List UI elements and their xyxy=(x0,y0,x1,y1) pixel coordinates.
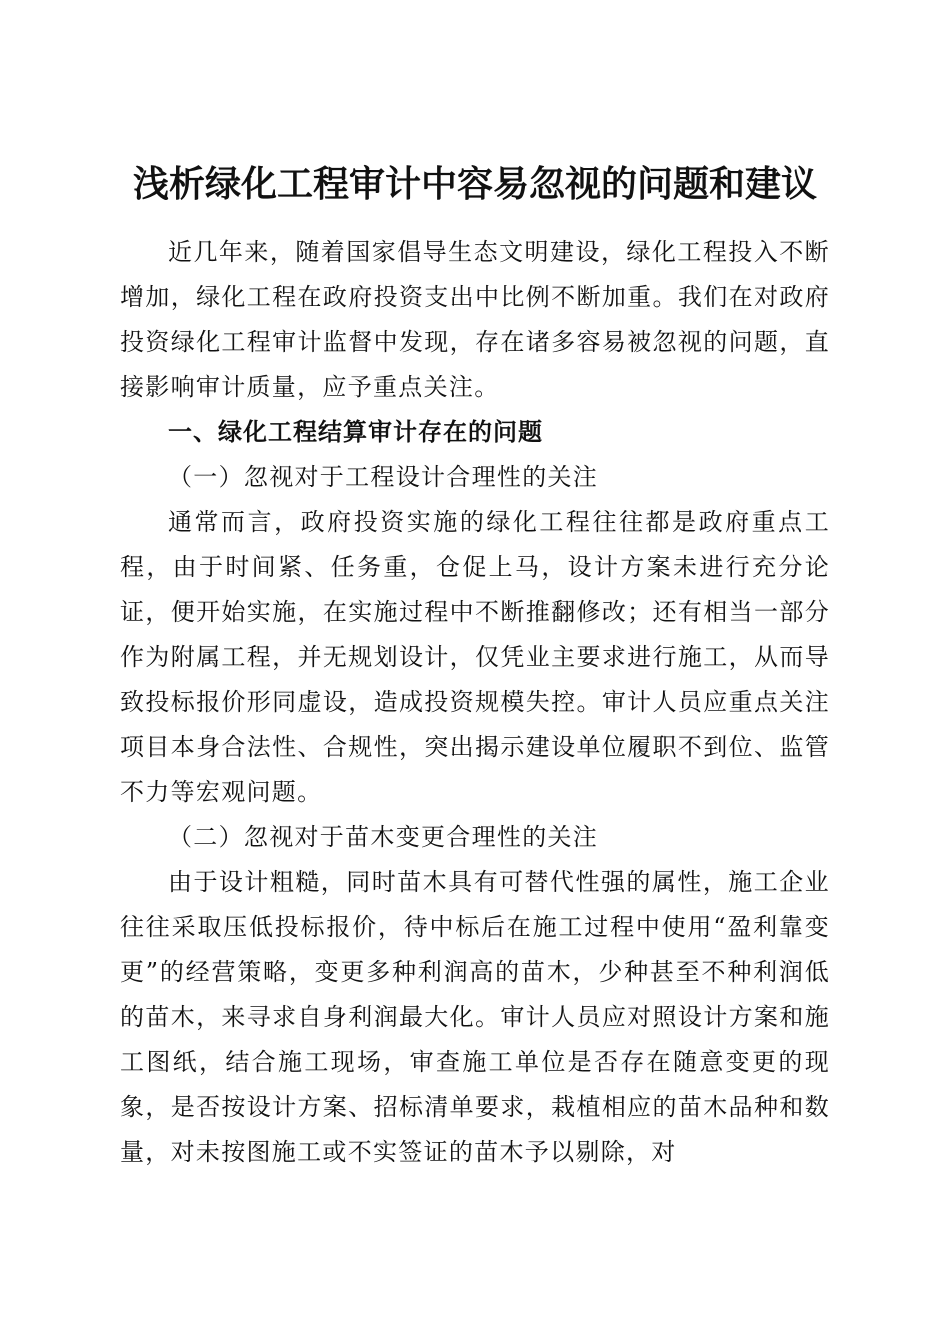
subsection-paragraph-1: 通常而言，政府投资实施的绿化工程往往都是政府重点工程，由于时间紧、任务重，仓促上马，设计方案未进行充分论证，便开始实施，在实施过程中不断推翻修改；还有相当一部分作为附属工程，并无规划设计，仅凭业主要求进行施工，从而导致投标报价形同虚设，造成投资规模失控。审计人员应重点关注项目本身合法性、合规性，突出揭示建设单位履职不到位、监管不力等宏观问题。 xyxy=(120,508,830,806)
subsection-heading-2: （二）忽视对于苗木变更合理性的关注 xyxy=(168,823,599,851)
subsection-paragraph-2: 由于设计粗糙，同时苗木具有可替代性强的属性，施工企业往往采取压低投标报价，待中标后在施工过程中使用“盈利靠变更”的经营策略，变更多种利润高的苗木，少种甚至不种利润低的苗木，来寻求自身利润最大化。审计人员应对照设计方案和施工图纸，结合施工现场，审查施工单位是否存在随意变更的现象，是否按设计方案、招标清单要求，栽植相应的苗木品种和数量，对未按图施工或不实签证的苗木予以剔除，对 xyxy=(120,868,830,1166)
intro-paragraph: 近几年来，随着国家倡导生态文明建设，绿化工程投入不断增加，绿化工程在政府投资支出中比例不断加重。我们在对政府投资绿化工程审计监督中发现，存在诸多容易被忽视的问题，直接影响审计质量，应予重点关注。 xyxy=(120,238,830,401)
subsection-heading-1: （一）忽视对于工程设计合理性的关注 xyxy=(168,463,599,491)
section-heading-1: 一、绿化工程结算审计存在的问题 xyxy=(168,418,543,446)
document-title: 浅析绿化工程审计中容易忽视的问题和建议 xyxy=(132,164,817,206)
document-body xyxy=(120,230,830,1175)
